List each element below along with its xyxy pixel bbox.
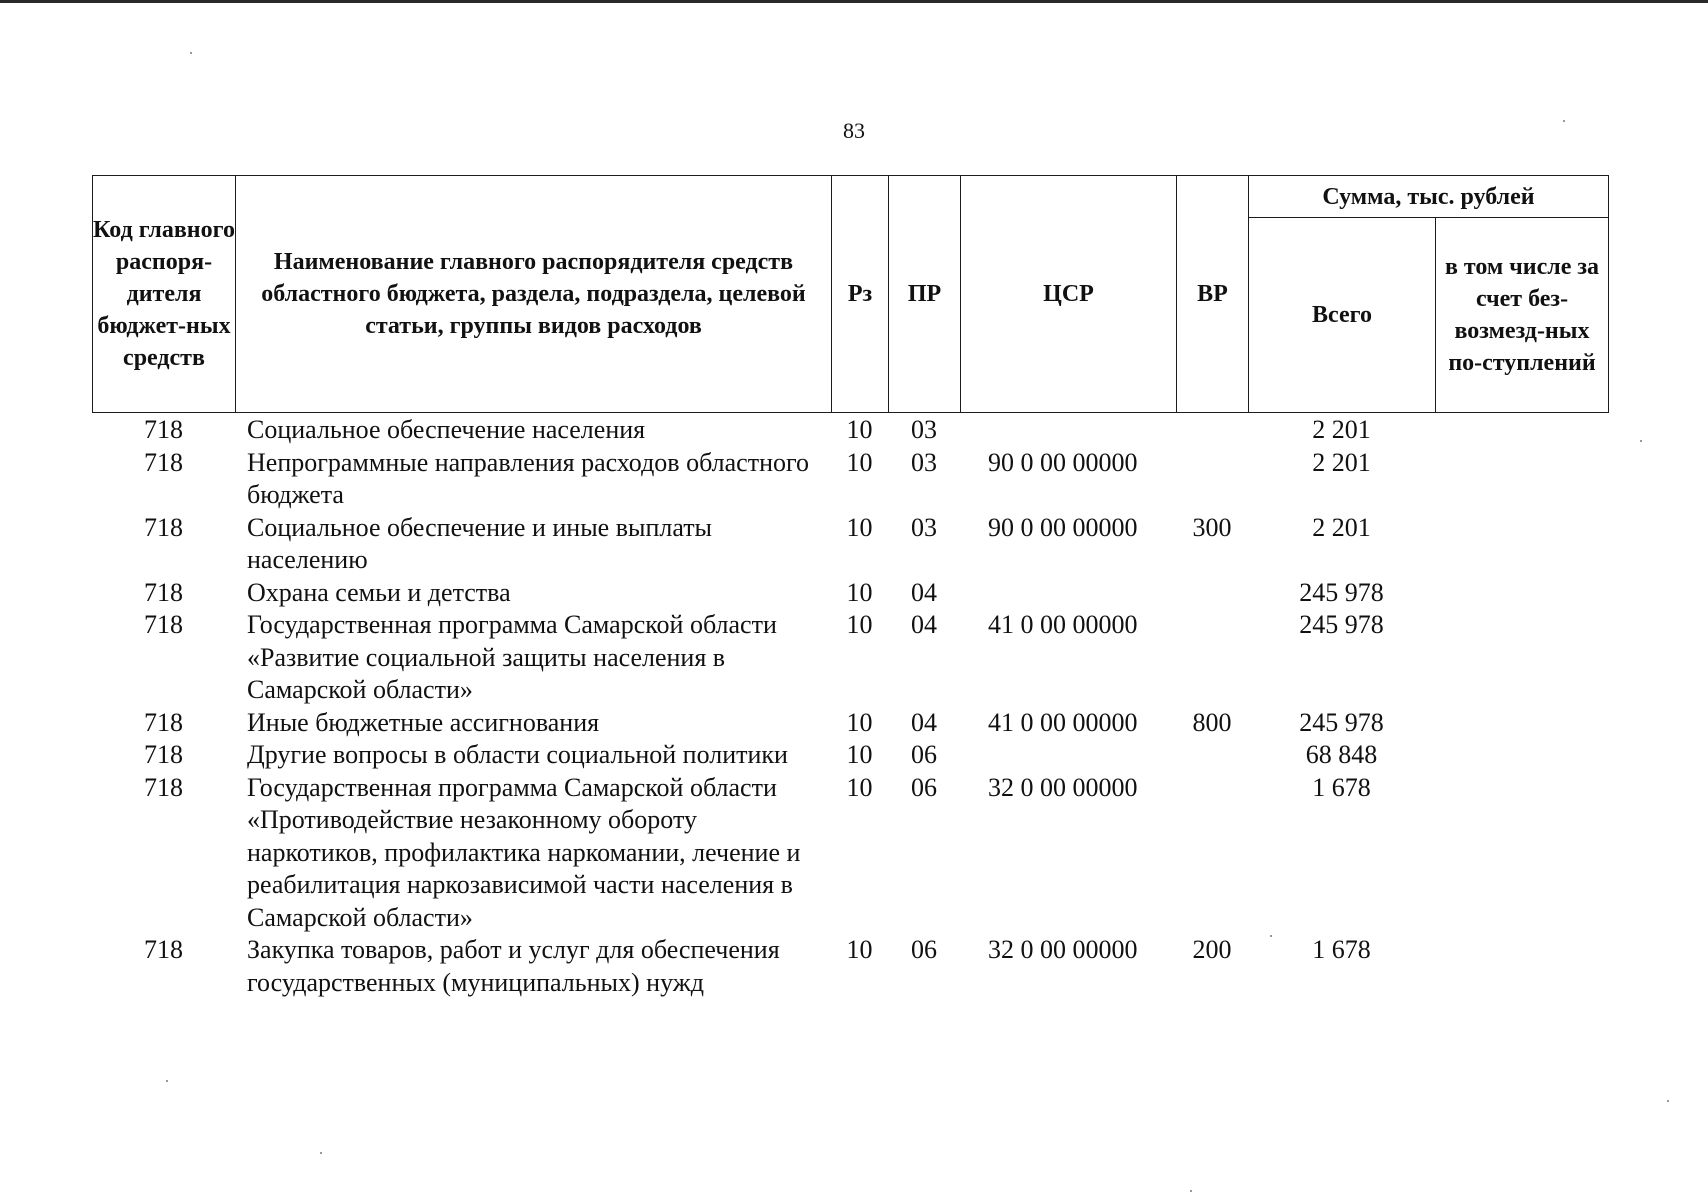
table-row <box>92 447 1608 512</box>
table-header <box>92 175 1609 413</box>
scan-speck <box>1640 440 1642 442</box>
top-rule <box>0 0 1708 3</box>
cell-name: Государственная программа Самарской области «Развитие социальной защиты населения в Самарской области» <box>247 610 777 704</box>
cell-total: 2 201 <box>1312 415 1371 444</box>
cell-total: 2 201 <box>1312 447 1371 477</box>
cell-rz: 10 <box>846 772 873 802</box>
scan-speck <box>1563 120 1565 122</box>
scan-speck <box>1270 935 1272 937</box>
cell-code: 718 <box>144 415 183 444</box>
cell-csr: 41 0 00 00000 <box>988 610 1138 639</box>
cell-code: 718 <box>144 447 183 477</box>
header-rz: Рз <box>832 176 889 413</box>
table-row <box>92 934 1608 999</box>
cell-pr: 03 <box>911 512 937 542</box>
cell-grants <box>1435 934 1608 999</box>
cell-rz: 10 <box>846 707 873 737</box>
header-name: Наименование главного распорядителя средств областного бюджета, раздела, подраздела, целевой статьи, группы видов расходов <box>236 176 832 413</box>
cell-grants <box>1435 577 1608 610</box>
cell-vr <box>1176 739 1248 772</box>
cell-name: Социальное обеспечение и иные выплаты населению <box>247 512 713 574</box>
cell-rz: 10 <box>846 610 873 639</box>
cell-pr: 06 <box>911 740 937 769</box>
cell-csr: 32 0 00 00000 <box>988 935 1138 964</box>
cell-csr <box>960 414 1176 447</box>
cell-rz: 10 <box>846 415 873 444</box>
cell-total: 245 978 <box>1299 707 1384 737</box>
table-row <box>92 414 1608 447</box>
cell-name: Социальное обеспечение населения <box>247 415 646 444</box>
cell-rz: 10 <box>846 447 873 477</box>
cell-total: 245 978 <box>1299 610 1384 639</box>
header-vr: ВР <box>1177 176 1249 413</box>
table-row <box>92 772 1608 935</box>
cell-code: 718 <box>144 772 183 802</box>
cell-rz: 10 <box>846 740 873 769</box>
header-code: Код главного распоря-дителя бюджет-ных средств <box>93 176 236 413</box>
cell-rz: 10 <box>846 577 873 607</box>
scan-speck <box>320 1152 322 1154</box>
cell-code: 718 <box>144 512 183 542</box>
table-row <box>92 512 1608 577</box>
cell-total: 1 678 <box>1312 935 1371 964</box>
header-sum: Сумма, тыс. рублей <box>1249 176 1609 218</box>
cell-code: 718 <box>144 610 183 639</box>
cell-csr: 90 0 00 00000 <box>988 447 1138 477</box>
cell-rz: 10 <box>846 512 873 542</box>
cell-csr <box>960 739 1176 772</box>
cell-name: Закупка товаров, работ и услуг для обеспечения государственных (муниципальных) нужд <box>247 935 780 997</box>
table-row <box>92 707 1608 740</box>
cell-total: 2 201 <box>1312 512 1371 542</box>
cell-vr <box>1176 772 1248 935</box>
cell-name: Охрана семьи и детства <box>247 577 511 607</box>
table-row <box>92 577 1608 610</box>
scan-speck <box>1667 1100 1669 1102</box>
cell-pr: 03 <box>911 415 937 444</box>
cell-total: 68 848 <box>1305 740 1378 769</box>
cell-csr: 41 0 00 00000 <box>988 707 1138 737</box>
cell-pr: 06 <box>911 935 937 964</box>
cell-grants <box>1435 512 1608 577</box>
cell-name: Другие вопросы в области социальной политики <box>247 740 788 769</box>
cell-code: 718 <box>144 707 183 737</box>
cell-vr <box>1176 447 1248 512</box>
cell-vr <box>1176 414 1248 447</box>
cell-name: Непрограммные направления расходов областного бюджета <box>247 447 809 509</box>
scan-speck <box>190 52 192 54</box>
cell-vr <box>1176 609 1248 707</box>
page-number: 83 <box>843 118 865 143</box>
cell-pr: 04 <box>911 577 937 607</box>
scan-speck <box>1190 1190 1192 1192</box>
cell-grants <box>1435 447 1608 512</box>
cell-pr: 04 <box>911 707 937 737</box>
table-row <box>92 739 1608 772</box>
header-grants: в том числе за счет без-возмезд-ных по-ступлений <box>1436 218 1609 413</box>
cell-vr <box>1176 577 1248 610</box>
cell-grants <box>1435 772 1608 935</box>
cell-grants <box>1435 609 1608 707</box>
header-pr: ПР <box>889 176 961 413</box>
cell-total: 245 978 <box>1299 577 1384 607</box>
cell-name: Государственная программа Самарской области «Противодействие незаконному обороту наркотиков, профилактика наркомании, лечение и реабилитация наркозависимой части населения в Самарской области» <box>247 772 801 932</box>
cell-csr: 90 0 00 00000 <box>988 512 1138 542</box>
cell-code: 718 <box>144 935 183 964</box>
cell-vr: 800 <box>1192 707 1232 737</box>
cell-grants <box>1435 707 1608 740</box>
header-total: Всего <box>1249 218 1436 413</box>
cell-vr: 200 <box>1192 935 1232 964</box>
cell-grants <box>1435 739 1608 772</box>
table-row <box>92 609 1608 707</box>
cell-pr: 04 <box>911 610 937 639</box>
cell-rz: 10 <box>846 935 873 964</box>
cell-code: 718 <box>144 577 183 607</box>
cell-total: 1 678 <box>1312 772 1371 802</box>
cell-csr: 32 0 00 00000 <box>988 772 1138 802</box>
scan-speck <box>166 1080 168 1082</box>
cell-pr: 03 <box>911 447 937 477</box>
cell-pr: 06 <box>911 772 937 802</box>
header-csr: ЦСР <box>961 176 1177 413</box>
cell-grants <box>1435 414 1608 447</box>
cell-vr: 300 <box>1192 512 1232 542</box>
table-body <box>92 414 1608 999</box>
cell-name: Иные бюджетные ассигнования <box>247 707 600 737</box>
cell-csr <box>960 577 1176 610</box>
cell-code: 718 <box>144 740 183 769</box>
